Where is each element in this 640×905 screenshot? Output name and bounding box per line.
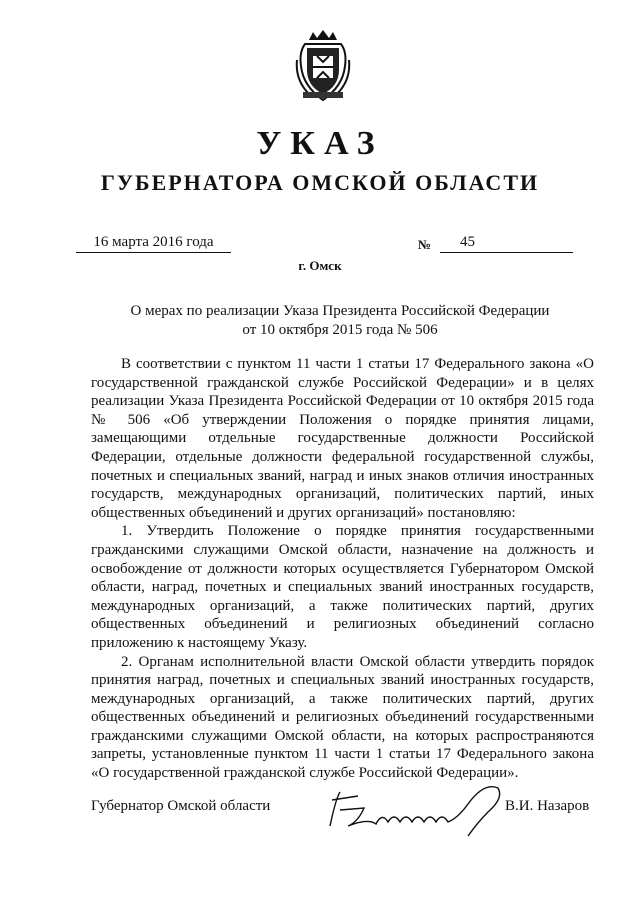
signatory-name: В.И. Назаров xyxy=(505,798,590,814)
document-title: УКАЗ xyxy=(256,125,384,162)
decree-date: 16 марта 2016 года xyxy=(76,233,231,253)
handwritten-signature xyxy=(318,778,518,838)
subject-line-2: от 10 октября 2015 года № 506 xyxy=(242,322,438,338)
decree-number-label: № xyxy=(418,237,432,252)
signatory-position: Губернатор Омской области xyxy=(91,798,271,814)
decree-body xyxy=(91,355,594,783)
decree-number: 45 xyxy=(440,233,573,253)
body-paragraph-2: 2. Органам исполнительной власти Омской области утвердить порядок принятия наград, почетных и специальных званий иностранных государств, международных организаций, а также политических партий, других общественных объединений и религиозных объединений государственными гражданскими служащими Омской области, на которых распространяются запреты, установленные пунктом 11 части 1 статьи 17 Федерального закона «О государственной гражданской службе Российской Федерации». xyxy=(91,653,594,782)
document-subtitle: ГУБЕРНАТОРА ОМСКОЙ ОБЛАСТИ xyxy=(100,170,540,195)
coat-of-arms-emblem xyxy=(295,30,351,104)
body-paragraph-1: 1. Утвердить Положение о порядке принятия государственными гражданскими служащими Омской области, назначение на должность и освобождение от должности которых осуществляется Губернатором Омской области, наград, почетных и специальных званий иностранных государств, международных организаций, а также политических партий, других общественных объединений и религиозных объединений согласно приложению к настоящему Указу. xyxy=(91,523,594,651)
decree-subject xyxy=(100,302,580,340)
body-paragraph-preamble: В соответствии с пунктом 11 части 1 статьи 17 Федерального закона «О государственной гражданской службе Российской Федерации» и в целях реализации Указа Президента Российской Федерации от 10 октября 2015 года № 506 «Об утверждении Положения о порядке принятия лицами, замещающими отдельные государственные должности Российской Федерации, отдельные должности федеральной государственной службы, почетных и специальных званий, наград и иных знаков отличия иностранных государств, международных организаций, политических партий, иных общественных объединений и других организаций» постановляю: xyxy=(91,356,594,521)
subject-line-1: О мерах по реализации Указа Президента Российской Федерации xyxy=(130,303,550,319)
decree-city: г. Омск xyxy=(298,258,342,273)
